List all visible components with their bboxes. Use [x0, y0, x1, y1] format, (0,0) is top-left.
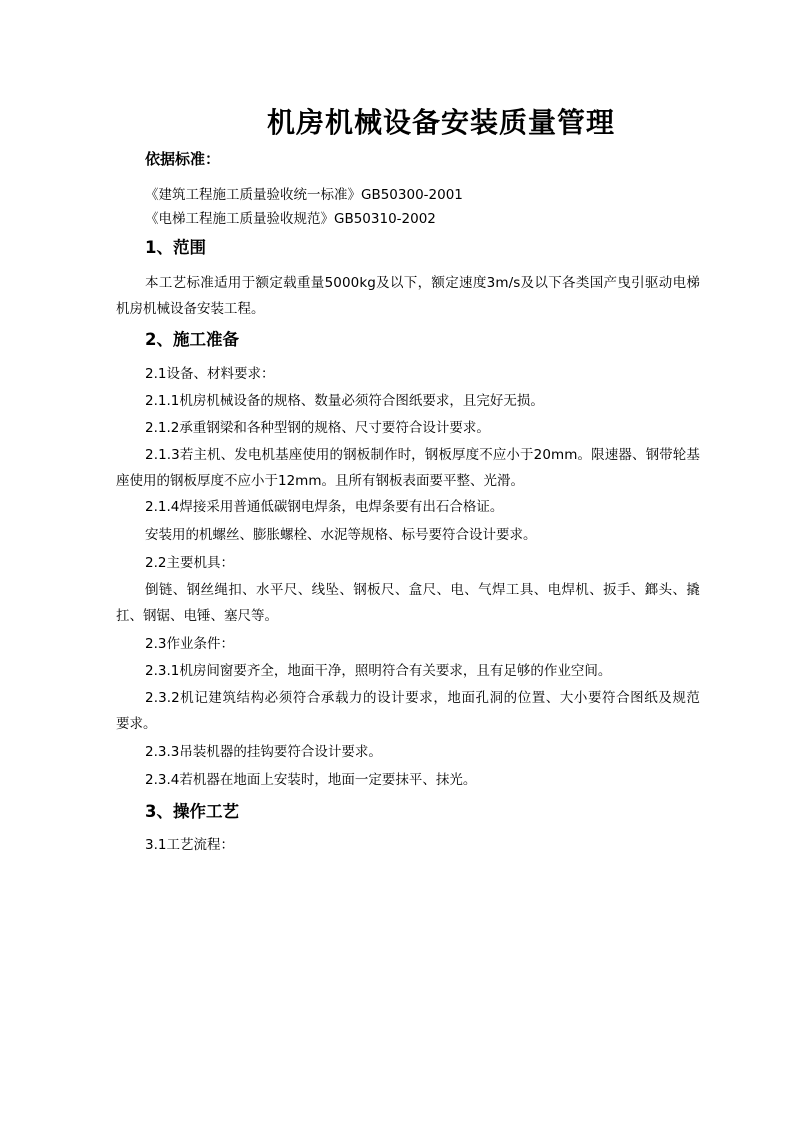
subsection-heading: 3.1工艺流程： [145, 837, 234, 853]
subsection-heading: 2.2主要机具： [145, 555, 234, 571]
clause-item-continuation: 座使用的钢板厚度不应小于12mm。且所有钢板表面要平整、光滑。 [116, 473, 524, 489]
section-heading-operation: 3、操作工艺 [145, 802, 239, 821]
tools-list-line: 倒链、钢丝绳扣、水平尺、线坠、钢板尺、盒尺、电、气焊工具、电焊机、扳手、鎯头、撬 [145, 582, 700, 598]
standard-item: 《建筑工程施工质量验收统一标准》GB50300-2001 [145, 187, 463, 203]
clause-item: 2.1.2承重钢梁和各种型钢的规格、尺寸要符合设计要求。 [145, 420, 490, 436]
scope-paragraph-line: 本工艺标准适用于额定载重量5000kg及以下，额定速度3m/s及以下各类国产曳引驱动电梯 [145, 275, 700, 291]
standard-item: 《电梯工程施工质量验收规范》GB50310-2002 [145, 211, 436, 227]
clause-item: 安装用的机螺丝、膨胀螺栓、水泥等规格、标号要符合设计要求。 [145, 527, 537, 543]
clause-item-continuation: 要求。 [116, 716, 157, 732]
clause-item: 2.1.1机房机械设备的规格、数量必须符合图纸要求，且完好无损。 [145, 393, 544, 409]
clause-item: 2.3.1机房间窗要齐全，地面干净，照明符合有关要求，且有足够的作业空间。 [145, 663, 612, 679]
clause-item: 2.3.3吊装机器的挂钩要符合设计要求。 [145, 744, 382, 760]
section-heading-scope: 1、范围 [145, 238, 206, 257]
scope-paragraph-line: 机房机械设备安装工程。 [116, 301, 265, 317]
clause-item: 2.1.3若主机、发电机基座使用的钢板制作时，钢板厚度不应小于20mm。限速器、钢带轮基 [145, 447, 700, 463]
section-heading-preparation: 2、施工准备 [145, 330, 239, 349]
clause-item: 2.3.2机记建筑结构必须符合承载力的设计要求，地面孔洞的位置、大小要符合图纸及规范 [145, 690, 700, 706]
basis-label: 依据标准： [145, 150, 221, 168]
document-title-text: 机房机械设备安装质量管理 [266, 106, 615, 139]
clause-item: 2.1.4焊接采用普通低碳钢电焊条，电焊条要有出石合格证。 [145, 499, 504, 515]
document-title [0, 101, 794, 141]
clause-item: 2.3.4若机器在地面上安装时，地面一定要抹平、抹光。 [145, 772, 477, 788]
subsection-heading: 2.1设备、材料要求： [145, 366, 275, 382]
subsection-heading: 2.3作业条件： [145, 636, 234, 652]
tools-list-line: 扛、钢锯、电锤、塞尺等。 [116, 608, 278, 624]
